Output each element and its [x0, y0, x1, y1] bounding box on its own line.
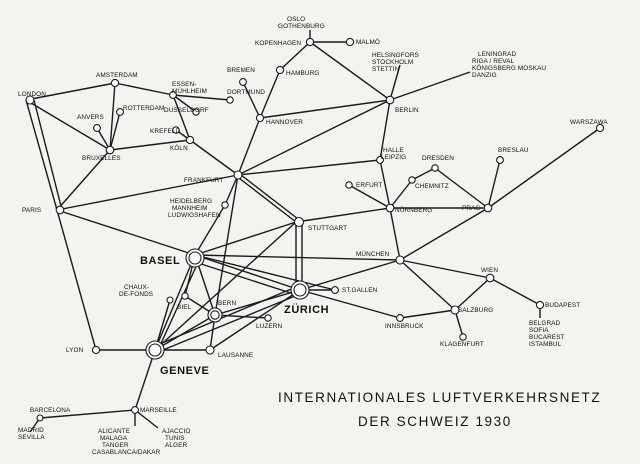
route-koln-frankfurt: [190, 140, 238, 175]
label-zurich: ZÜRICH: [284, 304, 330, 316]
label-budapest: BUDAPEST: [545, 302, 581, 309]
route-zurich-munchen: [300, 260, 400, 290]
route-wien-budapest: [490, 278, 540, 305]
label-hannover: HANNOVER: [266, 119, 304, 126]
label-helsingfors: HELSINGFORS: [372, 52, 419, 59]
label-stgallen: ST.GALLEN: [342, 287, 378, 294]
label-tunis: TUNIS: [165, 435, 185, 442]
label-de-fonds: DE-FONDS: [119, 291, 154, 298]
route-stuttgart-basel: [195, 222, 296, 255]
label-breslau: BRESLAU: [498, 147, 529, 154]
label-riga: RIGA / REVAL: [472, 58, 515, 65]
label-halle: HALLE: [383, 147, 404, 154]
label-stettin: STETTIN: [372, 66, 400, 73]
node-berlin: [386, 96, 394, 104]
route-frankfurt-stuttgart-b: [241, 175, 302, 222]
label-munchen: MÜNCHEN: [356, 251, 390, 258]
route-essen-dortmund: [173, 95, 230, 100]
label-belgrad: BELGRAD: [529, 320, 561, 327]
label-malaga: MALAGA: [100, 435, 128, 442]
route-geneve-zurich-a: [155, 287, 296, 346]
node-barcelona: [37, 415, 43, 421]
label-konigsberg: KÖNIGSBERG MOSKAU: [472, 65, 547, 72]
label-ajaccio: AJACCIO: [162, 428, 191, 435]
node-breslau: [497, 157, 504, 164]
label-mannheim: MANNHEIM: [172, 205, 208, 212]
route-stuttgart-nurnberg: [296, 208, 390, 222]
route-nurnberg-munchen: [390, 208, 400, 260]
node-malmo: [346, 38, 353, 45]
node-paris: [56, 206, 64, 214]
label-luzern: LUZERN: [256, 323, 283, 330]
label-dresden: DRESDEN: [422, 155, 454, 162]
label-paris: PARIS: [22, 207, 42, 214]
route-prag-warszawa: [488, 128, 600, 208]
node-amsterdam: [111, 79, 118, 86]
label-gothenburg: GOTHENBURG: [278, 23, 325, 30]
label-leipzig: LEIPZIG: [381, 154, 407, 161]
node-zurich: [291, 281, 309, 299]
node-stgallen: [332, 287, 339, 294]
node-luzern: [265, 315, 271, 321]
label-anvers: ANVERS: [77, 114, 104, 121]
route-basel-geneve-a: [155, 255, 195, 350]
label-dortmund: DORTMUND: [227, 89, 265, 96]
label-madrid: MADRID: [18, 427, 44, 434]
label-malmo: MALMÖ: [356, 39, 380, 46]
node-biel: [182, 293, 188, 299]
label-koln: KÖLN: [170, 145, 188, 152]
label-krefeld: KREFELD: [150, 128, 181, 135]
route-frankfurt-bern: [215, 175, 238, 315]
label-erfurt: ERFURT: [356, 182, 383, 189]
label-ludwigshafen: LUDWIGSHAFEN: [168, 212, 221, 219]
route-london-paris-b: [34, 100, 62, 210]
label-chemnitz: CHEMNITZ: [415, 183, 449, 190]
label-oslo: OSLO: [287, 16, 306, 23]
label-geneve: GENEVE: [160, 365, 210, 377]
node-hannover: [256, 114, 263, 121]
label-lyon: LYON: [66, 347, 84, 354]
label-frankfurt: FRANKFURT: [184, 177, 224, 184]
label-tanger: TANGER: [102, 442, 129, 449]
label-bern: BERN: [218, 300, 237, 307]
route-munchen-salzburg: [400, 260, 455, 310]
label-stuttgart: STUTTGART: [308, 225, 348, 232]
label-wien: WIEN: [481, 267, 499, 274]
label-chaux: CHAUX-: [124, 284, 150, 291]
node-erfurt: [346, 182, 352, 188]
label-alicante: ALICANTE: [98, 428, 131, 435]
node-innsbruck: [397, 315, 404, 322]
node-nurnberg: [386, 204, 394, 212]
label-barcelona: BARCELONA: [30, 407, 71, 414]
node-bern: [208, 308, 222, 322]
label-sofia: SOFIA: [529, 327, 549, 334]
label-nurnberg: NÜRNBERG: [395, 207, 433, 214]
label-basel: BASEL: [140, 255, 181, 267]
route-stuttgart-geneve: [155, 222, 296, 350]
map-title-line-2: DER SCHWEIZ 1930: [358, 414, 512, 429]
node-wien: [486, 274, 494, 282]
label-biel: BIEL: [177, 304, 192, 311]
label-bremen: BREMEN: [227, 67, 255, 74]
node-dortmund: [227, 97, 233, 103]
label-danzig: DANZIG: [472, 72, 497, 79]
label-bucarest: BUCAREST: [529, 334, 565, 341]
node-basel: [186, 249, 204, 267]
label-salzburg: SALZBURG: [458, 307, 494, 314]
route-london-paris-a: [26, 100, 57, 210]
node-mannheim: [222, 202, 228, 208]
label-marseille: MARSEILLE: [140, 407, 177, 414]
label-kopenhagen: KOPENHAGEN: [255, 40, 302, 47]
route-innsbruck-salzburg: [400, 310, 455, 318]
label-casablanca: CASABLANCA/DAKAR: [92, 449, 161, 456]
label-istambul: ISTAMBUL: [529, 341, 562, 348]
route-frankfurt-stuttgart-a: [235, 175, 296, 222]
label-prag: PRAG: [462, 205, 481, 212]
node-stuttgart: [295, 218, 304, 227]
node-prag: [484, 204, 492, 212]
label-essen: ESSEN-: [172, 81, 197, 88]
node-lyon: [92, 346, 99, 353]
label-dusseldorf: DUSSELDORF: [164, 107, 209, 114]
route-berlin-danzig: [390, 72, 470, 100]
route-prag-munchen: [400, 208, 488, 260]
route-bremen-hannover: [243, 82, 260, 118]
route-salzburg-wien: [455, 278, 490, 310]
label-leningrad: LENINGRAD: [478, 51, 517, 58]
label-amsterdam: AMSTERDAM: [96, 72, 138, 79]
node-munchen: [396, 256, 404, 264]
route-basel-zurich-b: [195, 262, 300, 296]
label-innsbruck: INNSBRUCK: [385, 323, 424, 330]
label-sevilla: SEVILLA: [18, 434, 45, 441]
route-basel-zurich-a: [195, 255, 300, 290]
node-geneve: [146, 341, 164, 359]
label-klagenfurt: KLAGENFURT: [440, 341, 484, 348]
label-heidelberg: HEIDELBERG: [170, 198, 213, 205]
label-lausanne: LAUSANNE: [218, 352, 254, 359]
label-bruxelles: BRUXELLES: [82, 155, 121, 162]
label-stockholm: STOCKHOLM: [372, 59, 414, 66]
route-munchen-wien: [400, 260, 490, 278]
node-hamburg: [276, 66, 283, 73]
map-title-line-1: INTERNATIONALES LUFTVERKEHRSNETZ: [278, 390, 602, 405]
label-london: LONDON: [18, 91, 46, 98]
label-alger: ALGER: [165, 442, 188, 449]
route-chemnitz-dresden: [412, 168, 435, 180]
label-warszawa: WARSZAWA: [570, 119, 608, 126]
label-mulheim: MÜHLHEIM: [172, 88, 207, 95]
node-klagenfurt: [460, 334, 466, 340]
node-dresden: [432, 165, 438, 171]
node-frankfurt: [234, 171, 242, 179]
route-frankfurt-halle: [238, 160, 380, 175]
route-amsterdam-essen: [115, 83, 173, 95]
label-berlin: BERLIN: [395, 107, 419, 114]
node-marseille: [132, 407, 139, 414]
node-anvers: [94, 125, 101, 132]
node-bremen: [240, 79, 247, 86]
node-budapest: [536, 301, 543, 308]
node-lausanne: [206, 346, 214, 354]
node-koln: [186, 136, 193, 143]
route-paris-lyon: [57, 210, 96, 350]
node-bruxelles: [106, 146, 114, 154]
route-berlin-frankfurt: [238, 100, 390, 175]
route-nurnberg-chemnitz: [390, 180, 412, 208]
label-hamburg: HAMBURG: [286, 70, 320, 77]
node-chaux-de-fonds: [167, 297, 173, 303]
node-kopenhagen: [306, 38, 313, 45]
label-rotterdam: ROTTERDAM: [123, 105, 165, 112]
